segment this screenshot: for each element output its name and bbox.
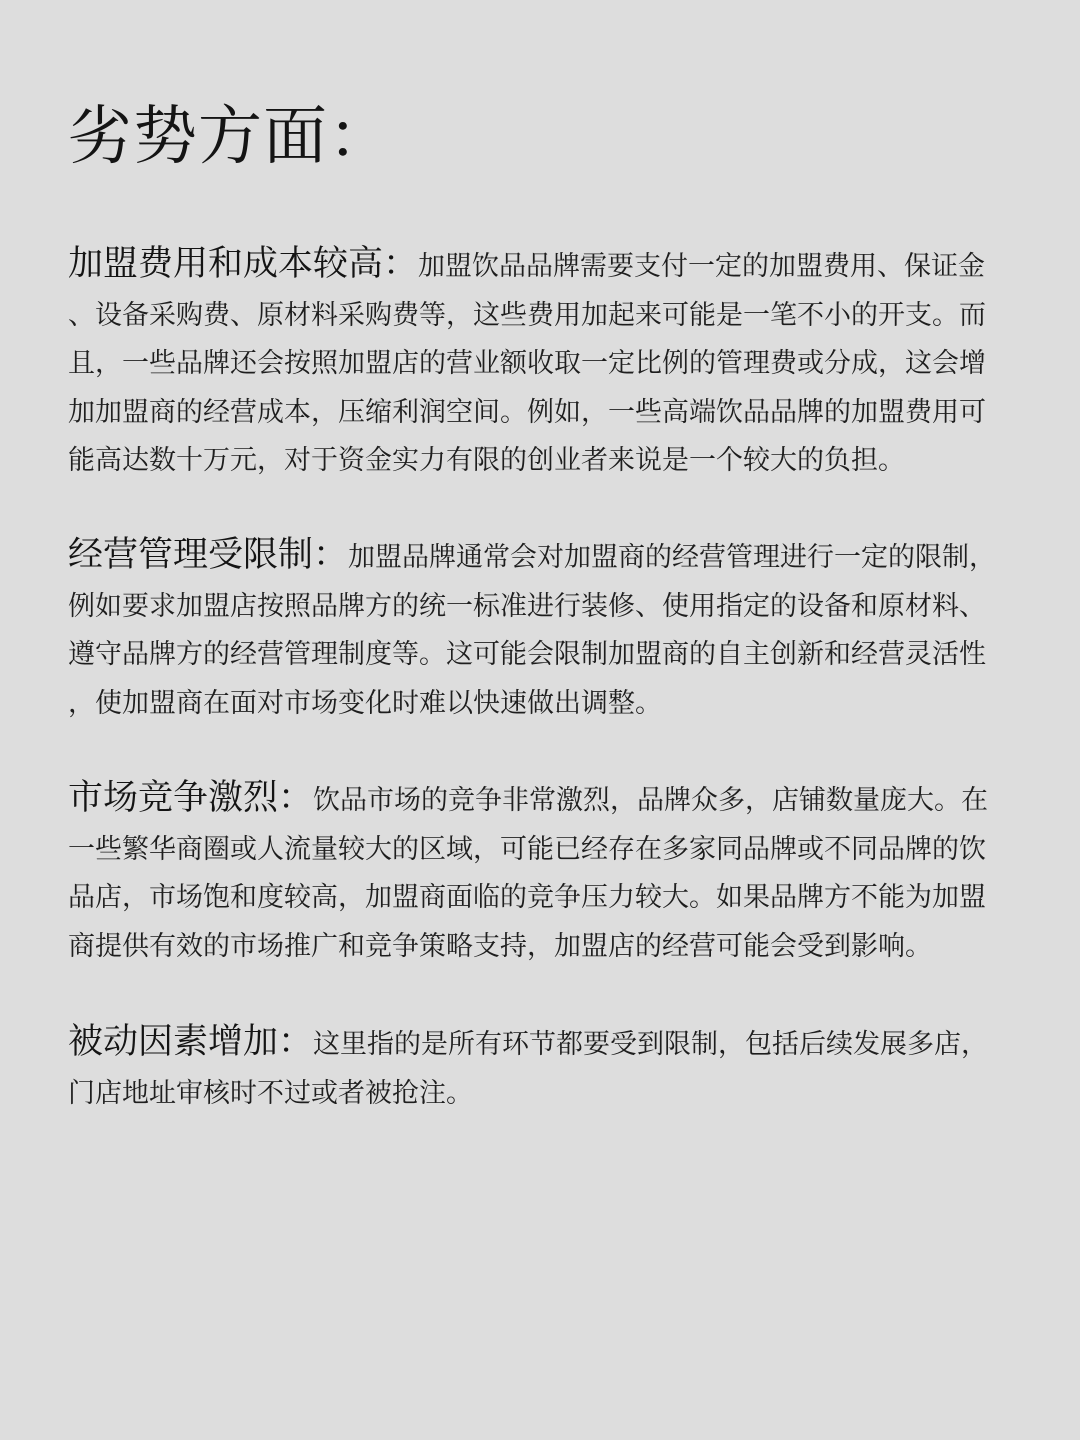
section-first-line-text: 加盟饮品品牌需要支付一定的加盟费用、保证金 [418,251,986,282]
section-line: 且，一些品牌还会按照加盟店的营业额收取一定比例的管理费或分成，这会增 [68,348,986,379]
section-first-line [68,240,1028,292]
section-heading: 被动因素增加： [68,1022,314,1062]
section-line: 例如要求加盟店按照品牌方的统一标准进行装修、使用指定的设备和原材料、 [68,590,986,622]
section-line: 一些繁华商圈或人流量较大的区域，可能已经存在多家同品牌或不同品牌的饮 [68,833,986,865]
section-first-line [68,1018,1028,1070]
section-line: ，使加盟商在面对市场变化时难以快速做出调整。 [68,687,662,719]
section-heading: 经营管理受限制： [68,535,349,575]
section-management-limits [68,531,1028,728]
section-line: 加加盟商的经营成本，压缩利润空间。例如，一些高端饮品品牌的加盟费用可 [68,396,986,428]
page-title: 劣势方面： [68,100,393,174]
section-heading: 加盟费用和成本较高： [68,244,419,284]
section-line: 、设备采购费、原材料采购费等，这些费用加起来可能是一笔不小的开支。而 [68,299,986,331]
section-heading: 市场竞争激烈： [68,778,314,818]
section-first-line-text: 加盟品牌通常会对加盟商的经营管理进行一定的限制， [348,542,997,573]
section-line: 能高达数十万元，对于资金实力有限的创业者来说是一个较大的负担。 [68,445,905,476]
section-line: 商提供有效的市场推广和竞争策略支持，加盟店的经营可能会受到影响。 [68,930,932,962]
section-line: 门店地址审核时不过或者被抢注。 [68,1077,473,1109]
section-first-line-text: 这里指的是所有环节都要受到限制，包括后续发展多店， [313,1029,989,1060]
section-first-line [68,531,1028,583]
section-market-competition [68,774,1028,971]
section-line: 品店，市场饱和度较高，加盟商面临的竞争压力较大。如果品牌方不能为加盟 [68,882,986,913]
section-passive-factors [68,1018,1028,1118]
section-first-line [68,774,1028,826]
section-first-line-text: 饮品市场的竞争非常激烈，品牌众多，店铺数量庞大。在 [313,785,989,816]
section-franchise-costs [68,240,1028,486]
section-line: 遵守品牌方的经营管理制度等。这可能会限制加盟商的自主创新和经营灵活性 [68,639,986,670]
